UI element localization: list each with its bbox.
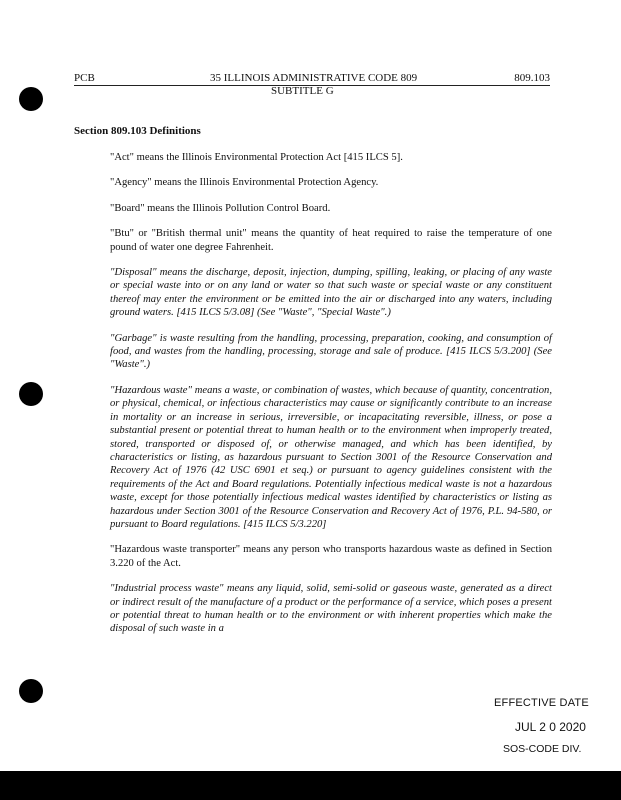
header-agency: PCB (74, 72, 95, 84)
definition-btu: "Btu" or "British thermal unit" means the quantity of heat required to raise the temperature of one pound of water one degree Fahrenheit. (110, 228, 552, 253)
section-title: Section 809.103 Definitions (74, 125, 201, 137)
definition-disposal: "Disposal" means the discharge, deposit, injection, dumping, spilling, leaking, or placing of any waste or special waste into or on any land or water so that such waste or special waste or any constituent thereof may enter the environment or be emitted into the air or discharged into any waters, including ground waters. [415 ILCS 5/3.08] (See "Waste", "Special Waste".) (110, 267, 552, 319)
effective-date-stamp-label: EFFECTIVE DATE (494, 697, 589, 709)
punch-hole-top (19, 87, 43, 111)
definition-agency: "Agency" means the Illinois Environmental Protection Agency. (110, 177, 379, 189)
header-code-title: 35 ILLINOIS ADMINISTRATIVE CODE 809 (210, 72, 418, 84)
definition-board: "Board" means the Illinois Pollution Control Board. (110, 202, 331, 214)
header-subtitle: SUBTITLE G (271, 85, 334, 97)
definition-industrial-process-waste: "Industrial process waste" means any liquid, solid, semi-solid or gaseous waste, generated as a direct or indirect result of the manufacture of a product or the performance of a service, which poses a present or potential threat to human health or to the environment or with inherent properties which make the disposal of such waste in a (110, 583, 552, 635)
definitions-list (110, 151, 552, 648)
scan-bottom-border (0, 771, 621, 800)
definition-hazardous-waste-transporter: "Hazardous waste transporter" means any person who transports hazardous waste as defined in Section 3.220 of the Act. (110, 544, 552, 569)
header-section-number: 809.103 (514, 72, 550, 84)
punch-hole-bottom (19, 679, 43, 703)
definition-act: "Act" means the Illinois Environmental Protection Act [415 ILCS 5]. (110, 152, 403, 163)
punch-hole-middle (19, 382, 43, 406)
effective-date-stamp-date: JUL 2 0 2020 (515, 720, 586, 734)
effective-date-stamp-division: SOS-CODE DIV. (503, 743, 582, 755)
definition-hazardous-waste: "Hazardous waste" means a waste, or combination of wastes, which because of quantity, concentration, or physical, chemical, or infectious characteristics may cause or significantly contribute to an increase in mortality or an increase in serious, irreversible, or incapacitating reversible, illness, or pose a substantial present or potential threat to human health or to the environment when improperly treated, stored, transported or disposed of, or otherwise managed, and which has been identified, by characteristics or listing, as hazardous pursuant to Section 3001 of the Resource Conservation and Recovery Act of 1976 (42 USC 6901 et seq.) or pursuant to agency guidelines consistent with the requirements of the Act and Board regulations. Potentially infectious medical waste is not a hazardous waste, except for those potentially infectious medical wastes identified by characteristics or listing as hazardous under Section 3001 of the Resource Conservation and Recovery Act of 1976, P.L. 94-580, or pursuant to Board regulations. [415 ILCS 5/3.220] (110, 384, 552, 530)
definition-garbage: "Garbage" is waste resulting from the handling, processing, preparation, cooking, and consumption of food, and wastes from the handling, processing, storage and sale of produce. [415 ILCS 5/3.200] (See "Waste".) (110, 332, 552, 371)
